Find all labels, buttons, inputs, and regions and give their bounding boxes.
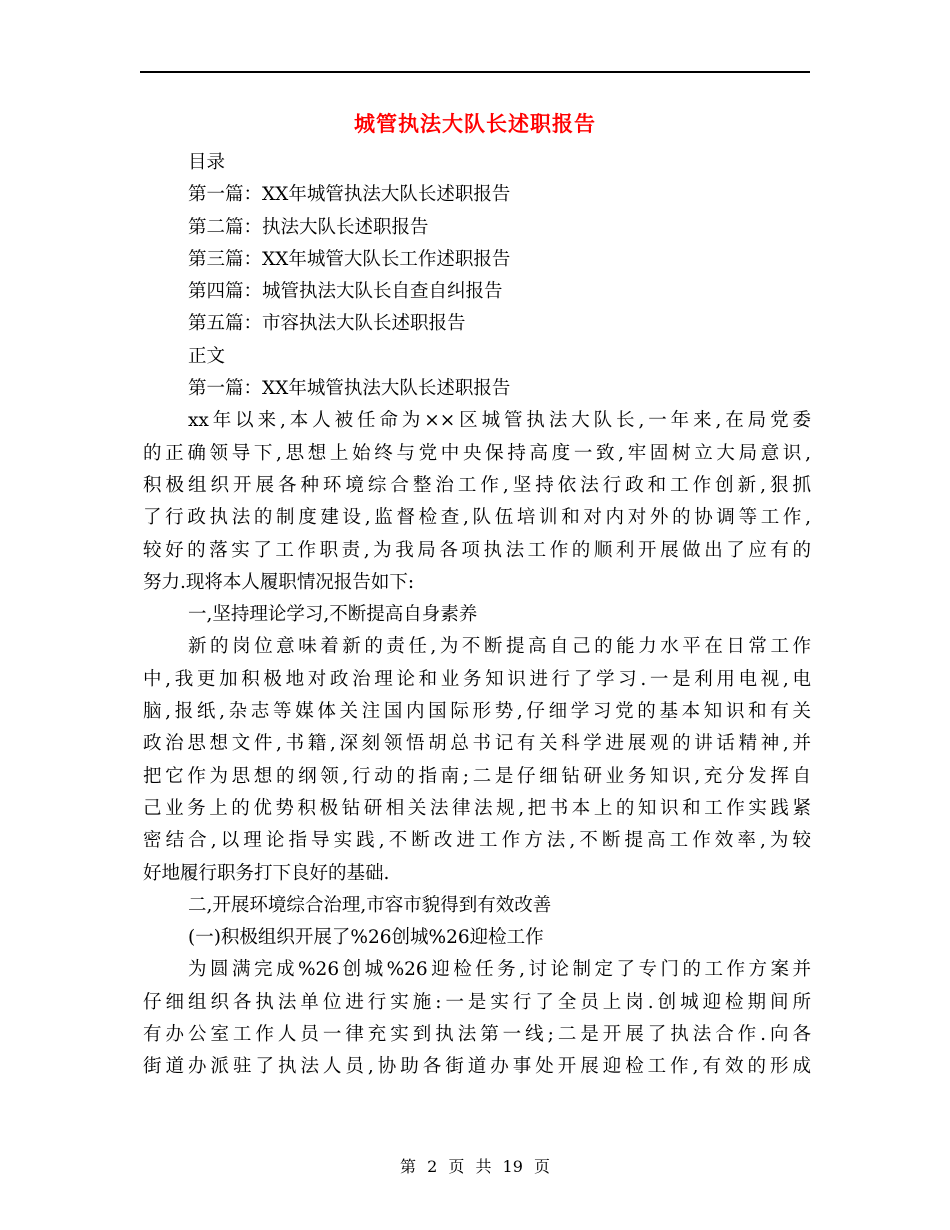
- paragraph-line: xx年以来,本人被任命为××区城管执法大队长,一年来,在局党委: [188, 410, 811, 432]
- paragraph-line: 中,我更加积极地对政治理论和业务知识进行了学习.一是利用电视,电: [143, 668, 811, 690]
- toc-heading: 目录: [188, 152, 226, 173]
- paragraph-line: 的正确领导下,思想上始终与党中央保持高度一致,牢固树立大局意识,: [143, 442, 811, 464]
- chapter-title: 第一篇：XX年城管执法大队长述职报告: [188, 378, 511, 400]
- toc-item: 第五篇：市容执法大队长述职报告: [188, 313, 466, 335]
- section-heading: 一,坚持理论学习,不断提高自身素养: [188, 604, 478, 626]
- paragraph-line: 新的岗位意味着新的责任,为不断提高自己的能力水平在日常工作: [188, 636, 811, 658]
- paragraph-line: 为圆满完成%26创城%26迎检任务,讨论制定了专门的工作方案并: [188, 959, 811, 981]
- page-footer: 第 2 页 共 19 页: [400, 1157, 550, 1176]
- toc-item: 第三篇：XX年城管大队长工作述职报告: [188, 248, 511, 270]
- paragraph-line: 脑,报纸,杂志等媒体关注国内国际形势,仔细学习党的基本知识和有关: [143, 701, 811, 723]
- paragraph-line: 积极组织开展各种环境综合整治工作,坚持依法行政和工作创新,狠抓: [143, 474, 811, 496]
- toc-item: 第四篇：城管执法大队长自查自纠报告: [188, 281, 503, 303]
- paragraph-line: 有办公室工作人员一律充实到执法第一线;二是开展了执法合作.向各: [143, 1024, 811, 1046]
- paragraph-line: 街道办派驻了执法人员,协助各街道办事处开展迎检工作,有效的形成: [143, 1056, 811, 1078]
- paragraph-line: 较好的落实了工作职责,为我局各项执法工作的顺利开展做出了应有的: [143, 539, 811, 561]
- body-heading: 正文: [188, 345, 226, 367]
- paragraph-line: 了行政执法的制度建设,监督检查,队伍培训和对内对外的协调等工作,: [143, 507, 811, 529]
- paragraph-line: 把它作为思想的纲领,行动的指南;二是仔细钻研业务知识,充分发挥自: [143, 765, 811, 787]
- document-title: 城管执法大队长述职报告: [354, 111, 596, 136]
- paragraph-line: 政治思想文件,书籍,深刻领悟胡总书记有关科学进展观的讲话精神,并: [143, 733, 811, 755]
- paragraph-line: 密结合,以理论指导实践,不断改进工作方法,不断提高工作效率,为较: [143, 830, 811, 852]
- paragraph-line: 仔细组织各执法单位进行实施:一是实行了全员上岗.创城迎检期间所: [143, 991, 811, 1013]
- paragraph-line: 己业务上的优势积极钻研相关法律法规,把书本上的知识和工作实践紧: [143, 797, 811, 819]
- toc-item: 第二篇：执法大队长述职报告: [188, 216, 429, 238]
- paragraph-line: 好地履行职务打下良好的基础.: [143, 862, 390, 884]
- toc-item: 第一篇：XX年城管执法大队长述职报告: [188, 184, 511, 206]
- paragraph-line: 努力.现将本人履职情况报告如下:: [143, 571, 415, 593]
- document-body: [143, 147, 811, 1084]
- header-rule: [140, 71, 810, 73]
- section-heading: 二,开展环境综合治理,市容市貌得到有效改善: [188, 894, 552, 916]
- subsection-heading: (一)积极组织开展了%26创城%26迎检工作: [188, 927, 544, 949]
